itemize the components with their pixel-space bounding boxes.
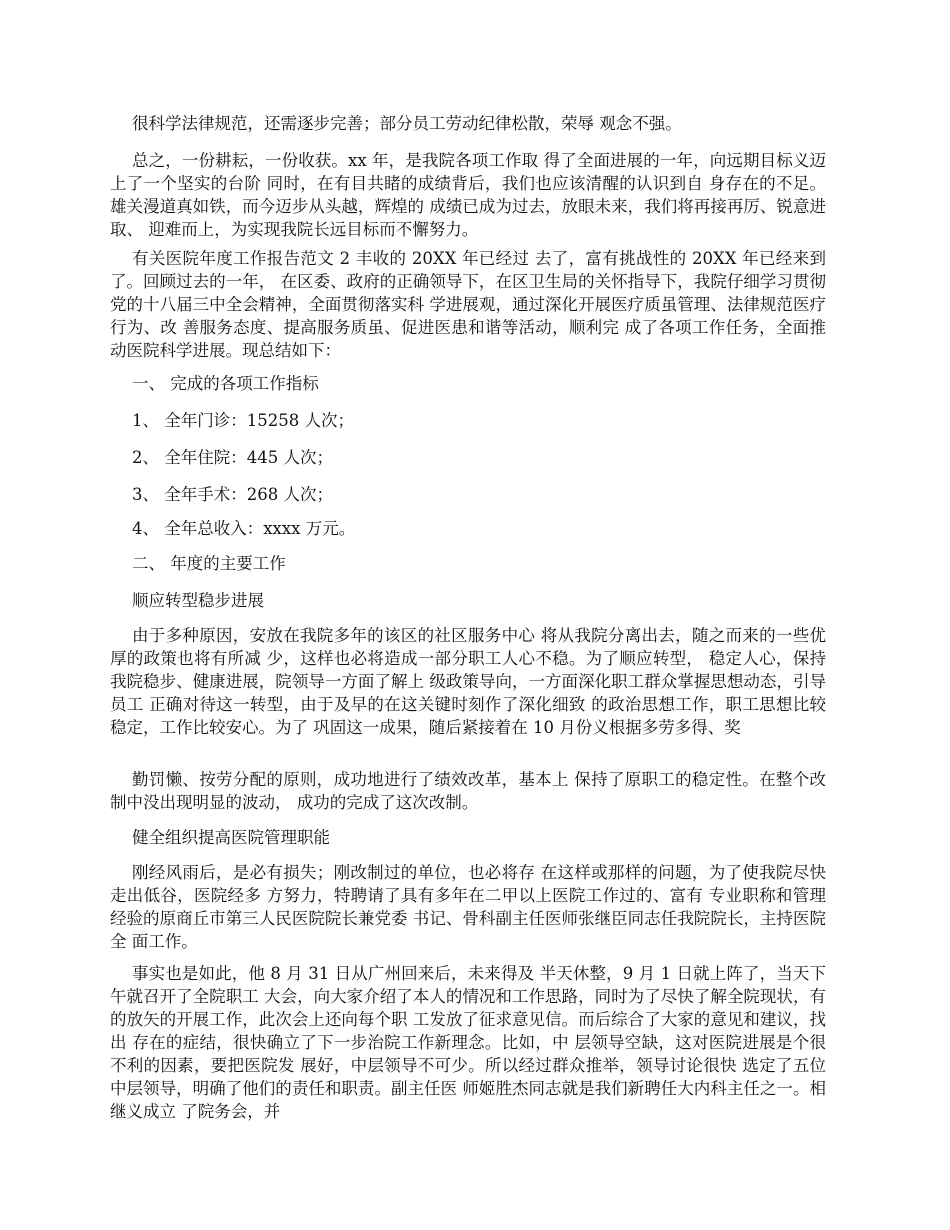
section-heading-1: 一、 完成的各项工作指标 xyxy=(132,374,319,393)
paragraph-1: 很科学法律规范，还需逐步完善；部分员工劳动纪律松散，荣辱 观念不强。 xyxy=(132,114,682,133)
paragraph-2: 总之，一份耕耘，一份收获。xx 年，是我院各项工作取 得了全面进展的一年，向远期目标义迈上了一个坚实的台阶 同时，在有目共睹的成绩背后，我们也应该清醒的认识到自 身存在的不足。雄关漫道真如铁，而今迈步从头越，辉煌的 成绩已成为过去，放眼未来，我们将再接再厉、锐意进取、 迎难而上，为实现我院长远目标而不懈努力。 xyxy=(110,151,826,239)
subheading-1: 顺应转型稳步进展 xyxy=(132,591,264,610)
paragraph-3: 有关医院年度工作报告范文 2 丰收的 20XX 年已经过 去了，富有挑战性的 20XX 年已经来到了。回顾过去的一年， 在区委、政府的正确领导下，在区卫生局的关怀指导下，我院仔细学习贯彻党的十八届三中全会精神，全面贯彻落实科 学进展观，通过深化开展医疗质虽管理、法律规范医疗行为、改 善服务态度、提高服务质虽、促进医患和谐等活动，顺利完 成了各项工作任务，全面推动医院科学进展。现总结如下： xyxy=(110,249,826,360)
section-heading-2: 二、 年度的主要工作 xyxy=(132,554,286,573)
list-item-4: 4、 全年总收入：xxxx 万元。 xyxy=(132,519,356,538)
paragraph-7: 事实也是如此，他 8 月 31 日从广州回来后，未来得及 半天休整，9 月 1 日就上阵了，当天下午就召开了全院职工 大会，向大家介绍了本人的情况和工作思路，同时为了尽快了解全院现状，有的放矢的开展工作，此次会上还向每个职 工发放了征求意见信。而后综合了大家的意见和建议，找出 存在的症结，很快确立了下一步治院工作新理念。比如，中 层领导空缺，这对医院进展是个很不利的因素，要把医院发 展好，中层领导不可少。所以经过群众推举，领导讨论很快 选定了五位中层领导，明确了他们的责任和职责。副主任医 师姬胜杰同志就是我们新聘任大内科主任之一。相继义成立 了院务会，并 xyxy=(110,964,826,1121)
paragraph-5: 勤罚懒、按劳分配的原则，成功地进行了绩效改革，基本上 保持了原职工的稳定性。在整个改制中没出现明显的波动， 成功的完成了这次改制。 xyxy=(110,770,826,812)
paragraph-4: 由于多种原因，安放在我院多年的该区的社区服务中心 将从我院分离出去，随之而来的一些优厚的政策也将有所减 少，这样也必将造成一部分职工人心不稳。为了顺应转型， 稳定人心，保持我院稳步、健康进展，院领导一方面了解上 级政策导向，一方面深化职工群众掌握思想动态，引导员工 正确对待这一转型，由于及早的在这关键时刻作了深化细致 的政治思想工作，职工思想比较稳定，工作比较安心。为了 巩固这一成果，随后紧接着在 10 月份义根据多劳多得、奖 xyxy=(110,626,826,737)
list-item-3: 3、 全年手术：268 人次； xyxy=(132,485,333,504)
list-item-1: 1、 全年门诊：15258 人次； xyxy=(132,411,354,430)
subheading-2: 健全组织提高医院管理职能 xyxy=(132,828,330,847)
paragraph-6: 刚经风雨后，是必有损失；刚改制过的单位，也必将存 在这样或那样的问题，为了使我院尽快走出低谷，医院经多 方努力，特聘请了具有多年在二甲以上医院工作过的、富有 专业职称和管理经验的原商丘市第三人民医院院长兼党委 书记、骨科副主任医师张继臣同志任我院院长，主持医院全 面工作。 xyxy=(110,863,826,951)
list-item-2: 2、 全年住院：445 人次； xyxy=(132,448,333,467)
